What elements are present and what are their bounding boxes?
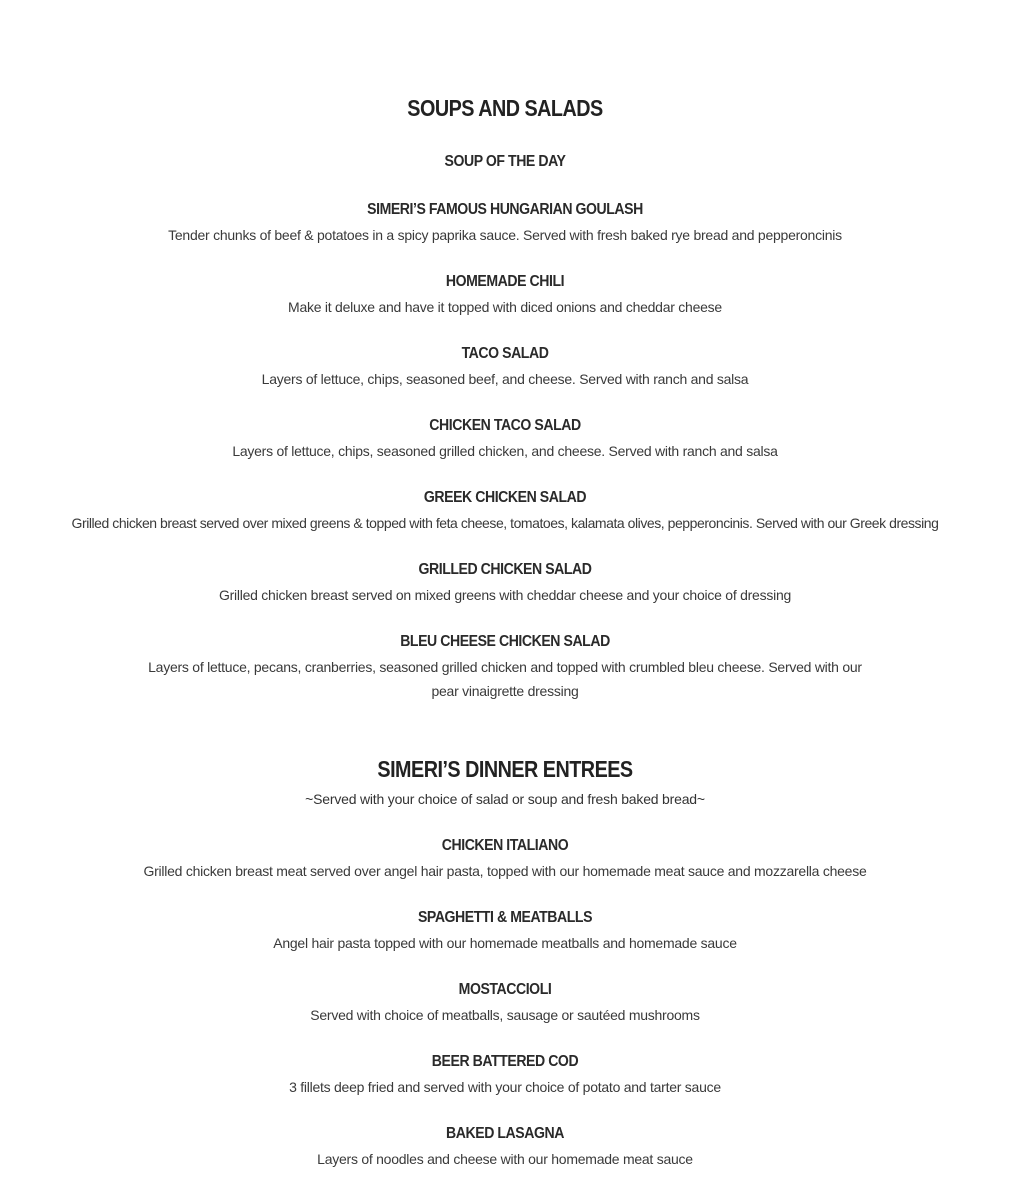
menu-item-taco-salad <box>0 343 1010 391</box>
menu-item-mostaccioli <box>0 979 1010 1027</box>
menu-item-bleu-cheese-chicken-salad <box>0 631 1010 703</box>
section-subtitle-dinner-entrees: ~Served with your choice of salad or soup and fresh baked bread~ <box>305 791 705 807</box>
menu-item-description: Layers of lettuce, chips, seasoned beef, and cheese. Served with ranch and salsa <box>261 371 749 387</box>
menu-item-description: Tender chunks of beef & potatoes in a spicy paprika sauce. Served with fresh baked rye bread and pepperoncinis <box>168 227 842 243</box>
menu-item-name: BLEU CHEESE CHICKEN SALAD <box>400 633 610 650</box>
menu-item-goulash <box>0 199 1010 247</box>
menu-item-beer-battered-cod <box>0 1051 1010 1099</box>
menu-item-name: SPAGHETTI & MEATBALLS <box>417 909 593 926</box>
menu-item-greek-chicken-salad <box>0 487 1010 535</box>
section-title-dinner-entrees: SIMERI’S DINNER ENTREES <box>377 756 633 782</box>
menu-item-name: TACO SALAD <box>461 345 549 362</box>
menu-item-homemade-chili <box>0 271 1010 319</box>
menu-item-name: BAKED LASAGNA <box>446 1125 564 1142</box>
menu-item-soup-of-the-day <box>0 151 1010 173</box>
menu-item-description: 3 fillets deep fried and served with your choice of potato and tarter sauce <box>289 1079 721 1095</box>
menu-item-name: MOSTACCIOLI <box>458 981 552 998</box>
menu-item-name: GREEK CHICKEN SALAD <box>423 489 587 506</box>
menu-item-description: Grilled chicken breast served over mixed greens & topped with feta cheese, tomatoes, kalamata olives, pepperoncinis. Served with our Greek dressing <box>71 515 939 531</box>
menu-item-name: CHICKEN TACO SALAD <box>429 417 581 434</box>
menu-item-name: SIMERI’S FAMOUS HUNGARIAN GOULASH <box>367 201 643 218</box>
menu-item-name: CHICKEN ITALIANO <box>441 837 569 854</box>
menu-item-name: GRILLED CHICKEN SALAD <box>418 561 592 578</box>
menu-item-chicken-taco-salad <box>0 415 1010 463</box>
menu-item-spaghetti-meatballs <box>0 907 1010 955</box>
menu-item-description: Layers of lettuce, chips, seasoned grilled chicken, and cheese. Served with ranch and salsa <box>232 443 778 459</box>
menu-item-name: SOUP OF THE DAY <box>444 153 566 170</box>
menu-item-baked-lasagna <box>0 1123 1010 1171</box>
menu-item-description: Angel hair pasta topped with our homemade meatballs and homemade sauce <box>273 935 737 951</box>
section-title-soups-salads: SOUPS AND SALADS <box>407 95 603 121</box>
menu-item-chicken-italiano <box>0 835 1010 883</box>
menu-item-description: Layers of noodles and cheese with our homemade meat sauce <box>317 1151 693 1167</box>
menu-item-name: BEER BATTERED COD <box>431 1053 579 1070</box>
menu-item-description: Layers of lettuce, pecans, cranberries, seasoned grilled chicken and topped with crumbled bleu cheese. Served with our pear vinaigrette dressing <box>148 659 862 699</box>
menu-item-description: Make it deluxe and have it topped with diced onions and cheddar cheese <box>288 299 722 315</box>
menu-item-grilled-chicken-salad <box>0 559 1010 607</box>
menu-item-name: HOMEMADE CHILI <box>445 273 565 290</box>
menu-item-description: Grilled chicken breast served on mixed greens with cheddar cheese and your choice of dressing <box>218 587 792 603</box>
menu-item-description: Served with choice of meatballs, sausage or sautéed mushrooms <box>310 1007 700 1023</box>
menu-item-description: Grilled chicken breast meat served over angel hair pasta, topped with our homemade meat sauce and mozzarella cheese <box>143 863 867 879</box>
